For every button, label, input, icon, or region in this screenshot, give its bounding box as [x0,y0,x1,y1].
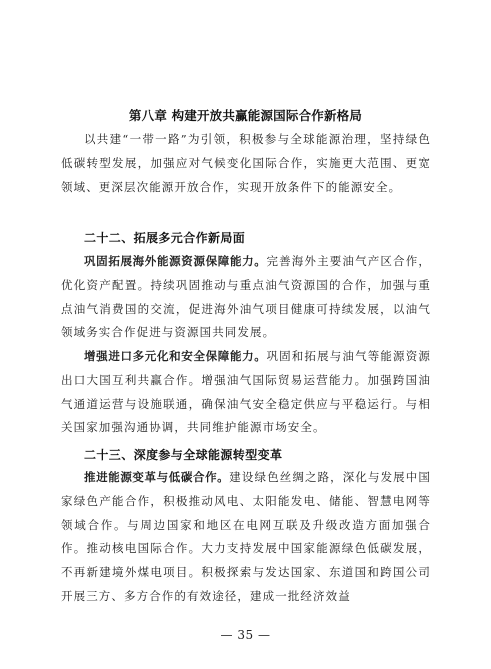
paragraph-lead: 推进能源变革与低碳合作。 [84,470,230,484]
paragraph-import-diversification [61,345,431,440]
page-number: — 35 — [220,628,271,642]
intro-paragraph: 以共建“一带一路”为引领，积极参与全球能源治理，坚持绿色低碳转型发展，加强应对气候变化国际合作，实施更大范围、更宽领域、更深层次能源开放合作，实现开放条件下的能源安全。 [61,132,431,194]
paragraph-body: 完善海外主要油气产区合作，优化资产配置。持续巩固推动与重点油气资源国的合作，加强与重点油气消费国的交流，促进海外油气项目健康可持续发展，以油气领域务实合作促进与资源国共同发展。 [61,254,431,340]
paragraph-body: 建设绿色丝绸之路，深化与发展中国家绿色产能合作，积极推动风电、太阳能发电、储能、智慧电网等领域合作。与周边国家和地区在电网互联及升级改造方面加强合作。推动核电国际合作。大力支持发展中国家能源绿色低碳发展，不再新建境外煤电项目。积极探索与发达国家、东道国和跨国公司开展三方、多方合作的有效途径，建成一批经济效益 [61,470,431,603]
paragraph-lead: 巩固拓展海外能源资源保障能力。 [84,254,267,268]
paragraph-overseas-resources [61,250,431,345]
section-heading-22: 二十二、拓展多元合作新局面 [84,231,246,245]
paragraph-body: 巩固和拓展与油气等能源资源出口大国互利共赢合作。增强油气国际贸易运营能力。加强跨国油气通道运营与设施联通，确保油气安全稳定供应与平稳运行。与相关国家加强沟通协调，共同维护能源市场安全。 [61,349,431,435]
section-heading-23: 二十三、深度参与全球能源转型变革 [84,448,283,462]
paragraph-lead: 增强进口多元化和安全保障能力。 [84,349,267,363]
paragraph-energy-transition [61,466,431,609]
chapter-title: 第八章 构建开放共赢能源国际合作新格局 [128,108,363,123]
